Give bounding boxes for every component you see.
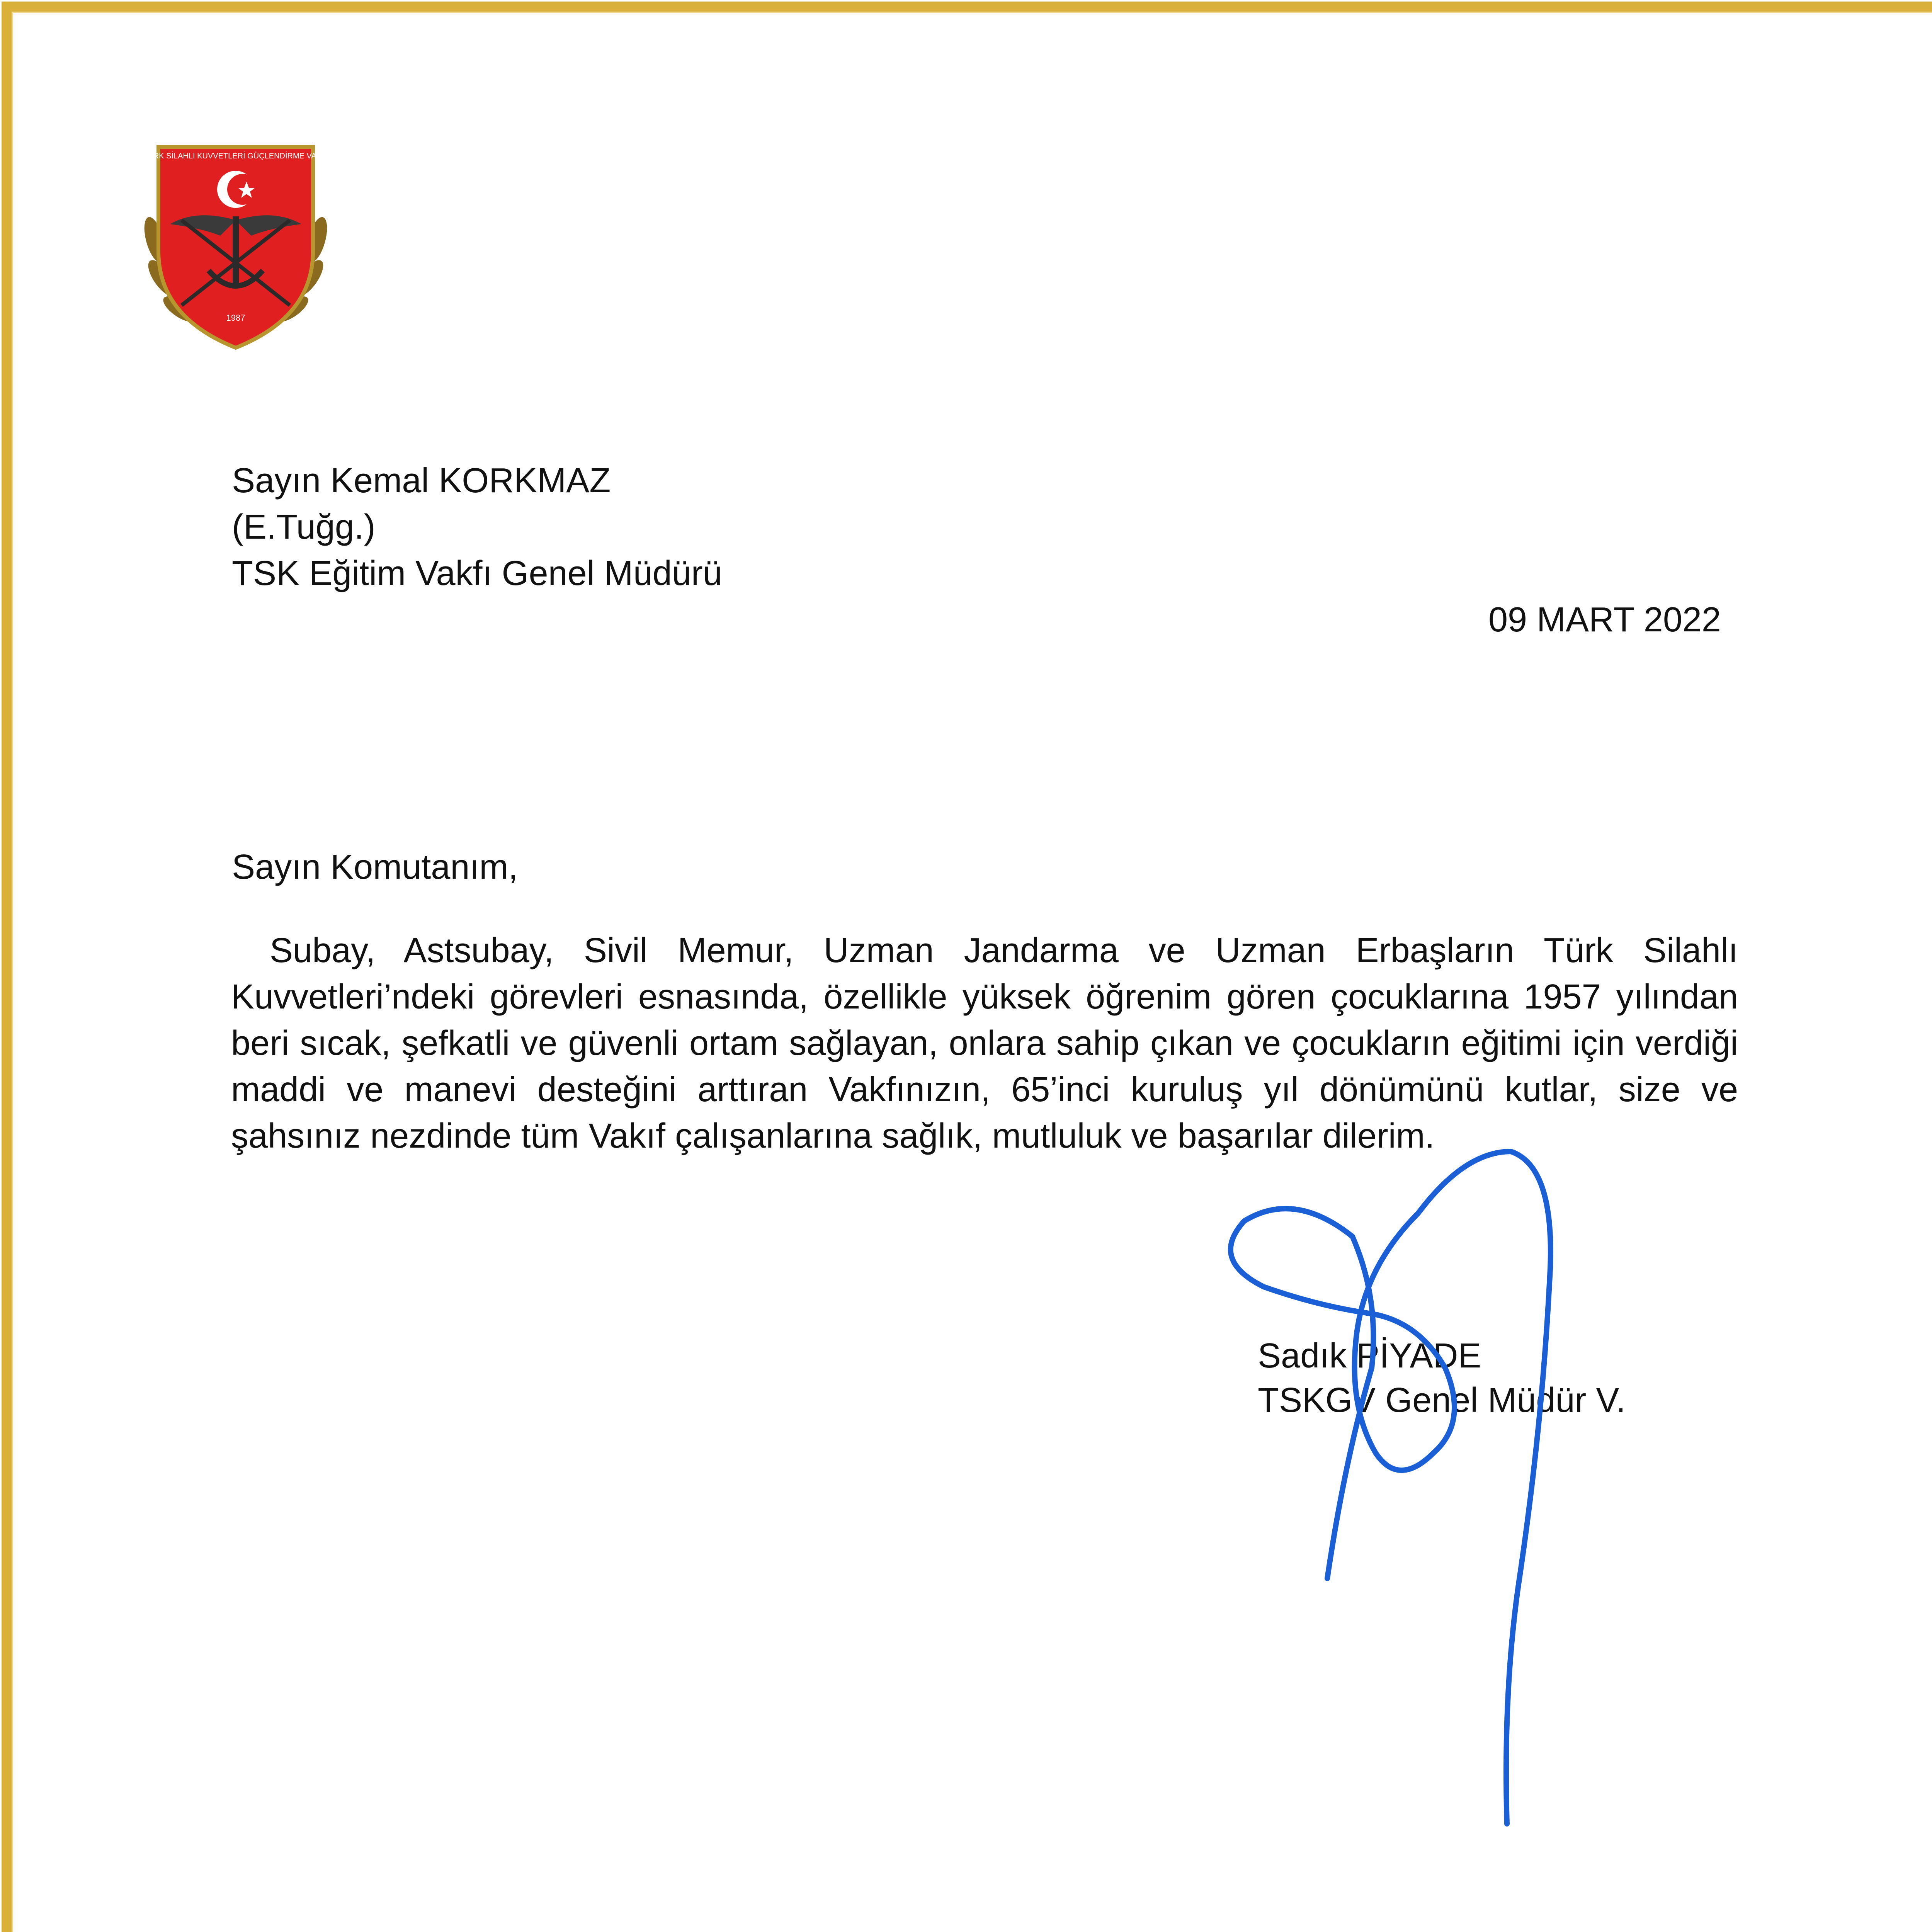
handwritten-signature — [1217, 1121, 1681, 1893]
tskgv-emblem-icon — [143, 124, 328, 355]
recipient-rank: (E.Tuğg.) — [232, 508, 376, 546]
salutation: Sayın Komutanım, — [232, 848, 518, 886]
letter-body: Subay, Astsubay, Sivil Memur, Uzman Jandarma ve Uzman Erbaşların Türk Silahlı Kuvvetleri’ndeki görevleri esnasında, özellikle yüksek öğrenim gören çocuklarına 1957 yılından beri sıcak, şefkatli ve güvenli ortam sağlayan, onlara sahip çıkan ve çocukların eğitimi için verdiği maddi ve manevi desteğini arttıran Vakfınızın, 65’inci kuruluş yıl dönümünü kutlar, size ve şahsınız nezdinde tüm Vakıf çalışanlarına sağlık, mutluluk ve başarılar dilerim. — [231, 931, 1738, 1155]
sender-title: TSKGV Genel Müdür V. — [1258, 1381, 1626, 1420]
recipient-title: TSK Eğitim Vakfı Genel Müdürü — [232, 554, 722, 593]
svg-text:1987: 1987 — [226, 313, 245, 323]
letter-date: 09 MART 2022 — [1488, 600, 1721, 639]
recipient-name: Sayın Kemal KORKMAZ — [232, 461, 611, 500]
svg-text:TÜRK SİLAHLI KUVVETLERİ GÜÇLEN: TÜRK SİLAHLI KUVVETLERİ GÜÇLENDİRME VAKFI — [143, 152, 328, 160]
sender-name: Sadık PİYADE — [1258, 1337, 1481, 1375]
